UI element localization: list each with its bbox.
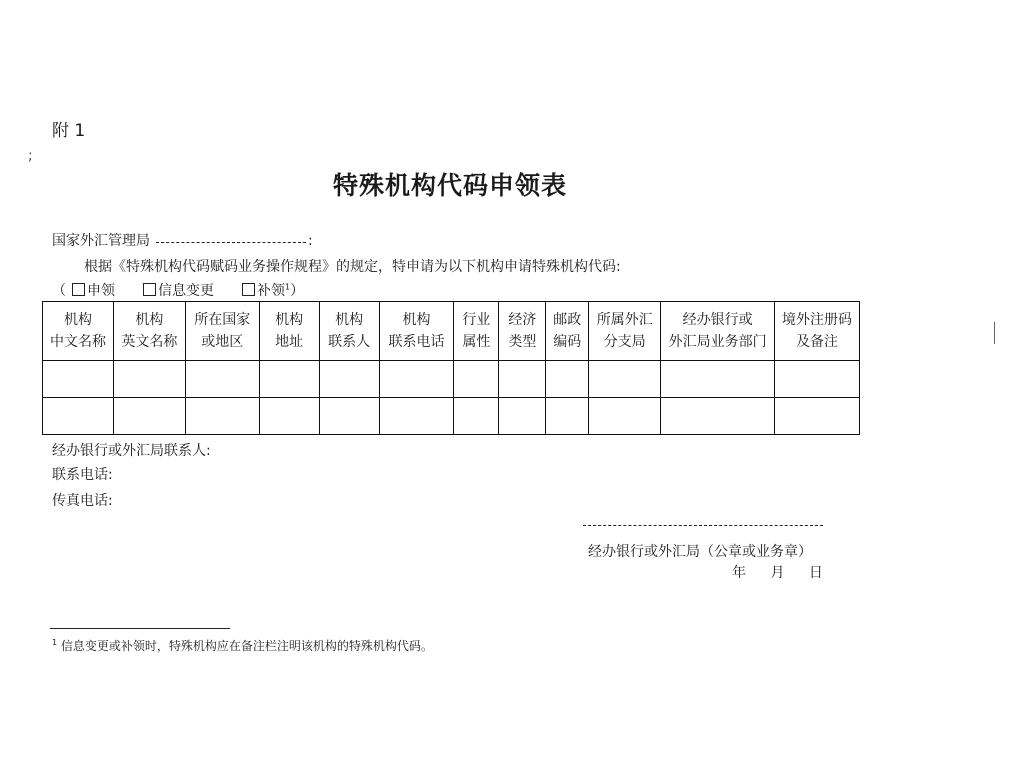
- column-header: 机构 联系电话: [379, 302, 454, 361]
- options-close: ）: [290, 283, 305, 299]
- signature-line[interactable]: [583, 525, 823, 526]
- column-header: 经办银行或 外汇局业务部门: [661, 302, 775, 361]
- bureau-blank[interactable]: [156, 242, 306, 243]
- table-row: [43, 398, 860, 435]
- column-header: 所属外汇 分支局: [589, 302, 661, 361]
- scan-artifact: [994, 322, 995, 344]
- footnote-divider: [50, 628, 230, 629]
- supplement-checkbox[interactable]: [242, 283, 255, 296]
- date-label: 年 月 日: [732, 565, 823, 581]
- change-checkbox[interactable]: [143, 283, 156, 296]
- table-cell[interactable]: [499, 361, 546, 398]
- table-cell[interactable]: [43, 398, 114, 435]
- table-cell[interactable]: [259, 398, 319, 435]
- contact-person-label: 经办银行或外汇局联系人:: [52, 443, 211, 459]
- table-cell[interactable]: [319, 398, 379, 435]
- table-cell[interactable]: [775, 398, 860, 435]
- table-cell[interactable]: [661, 398, 775, 435]
- footnote-text: 信息变更或补领时，特殊机构应在备注栏注明该机构的特殊机构代码。: [60, 639, 433, 653]
- options-open: （: [52, 283, 66, 299]
- contact-phone-label: 联系电话:: [52, 467, 113, 483]
- column-header: 经济 类型: [499, 302, 546, 361]
- appendix-label: 附 1: [52, 121, 86, 141]
- bureau-prefix: 国家外汇管理局: [52, 233, 150, 249]
- table-cell[interactable]: [379, 361, 454, 398]
- column-header: 境外注册码 及备注: [775, 302, 860, 361]
- table-cell[interactable]: [546, 361, 589, 398]
- signature-label: 经办银行或外汇局（公章或业务章）: [588, 544, 812, 560]
- application-table: [42, 301, 860, 435]
- form-title: 特殊机构代码申领表: [332, 171, 567, 200]
- apply-checkbox[interactable]: [72, 283, 85, 296]
- apply-label: 申领: [87, 283, 115, 299]
- bureau-line: [52, 230, 313, 250]
- table-cell[interactable]: [454, 398, 499, 435]
- table-cell[interactable]: [113, 398, 185, 435]
- table-cell[interactable]: [113, 361, 185, 398]
- footnote-marker: 1: [52, 638, 58, 647]
- table-cell[interactable]: [454, 361, 499, 398]
- table-cell[interactable]: [499, 398, 546, 435]
- table-cell[interactable]: [589, 398, 661, 435]
- table-cell[interactable]: [661, 361, 775, 398]
- column-header: 邮政 编码: [546, 302, 589, 361]
- column-header: 行业 属性: [454, 302, 499, 361]
- bureau-suffix: :: [308, 233, 313, 249]
- change-label: 信息变更: [158, 283, 214, 299]
- margin-mark: ;: [28, 148, 33, 164]
- table-cell[interactable]: [379, 398, 454, 435]
- column-header: 机构 中文名称: [43, 302, 114, 361]
- intro-text: 根据《特殊机构代码赋码业务操作规程》的规定，特申请为以下机构申请特殊机构代码:: [84, 259, 621, 275]
- column-header: 所在国家 或地区: [185, 302, 259, 361]
- table-cell[interactable]: [185, 361, 259, 398]
- application-options: [52, 280, 304, 300]
- table-cell[interactable]: [775, 361, 860, 398]
- table-row: [43, 361, 860, 398]
- table-cell[interactable]: [259, 361, 319, 398]
- table-header-row: [43, 302, 860, 361]
- table-cell[interactable]: [319, 361, 379, 398]
- supplement-label: 补领: [257, 283, 285, 299]
- column-header: 机构 联系人: [319, 302, 379, 361]
- supplement-footnote-ref: 1: [285, 282, 291, 292]
- table-cell[interactable]: [589, 361, 661, 398]
- fax-label: 传真电话:: [52, 493, 113, 509]
- column-header: 机构 英文名称: [113, 302, 185, 361]
- footnote: [52, 637, 433, 654]
- table-cell[interactable]: [546, 398, 589, 435]
- table-cell[interactable]: [43, 361, 114, 398]
- table-cell[interactable]: [185, 398, 259, 435]
- column-header: 机构 地址: [259, 302, 319, 361]
